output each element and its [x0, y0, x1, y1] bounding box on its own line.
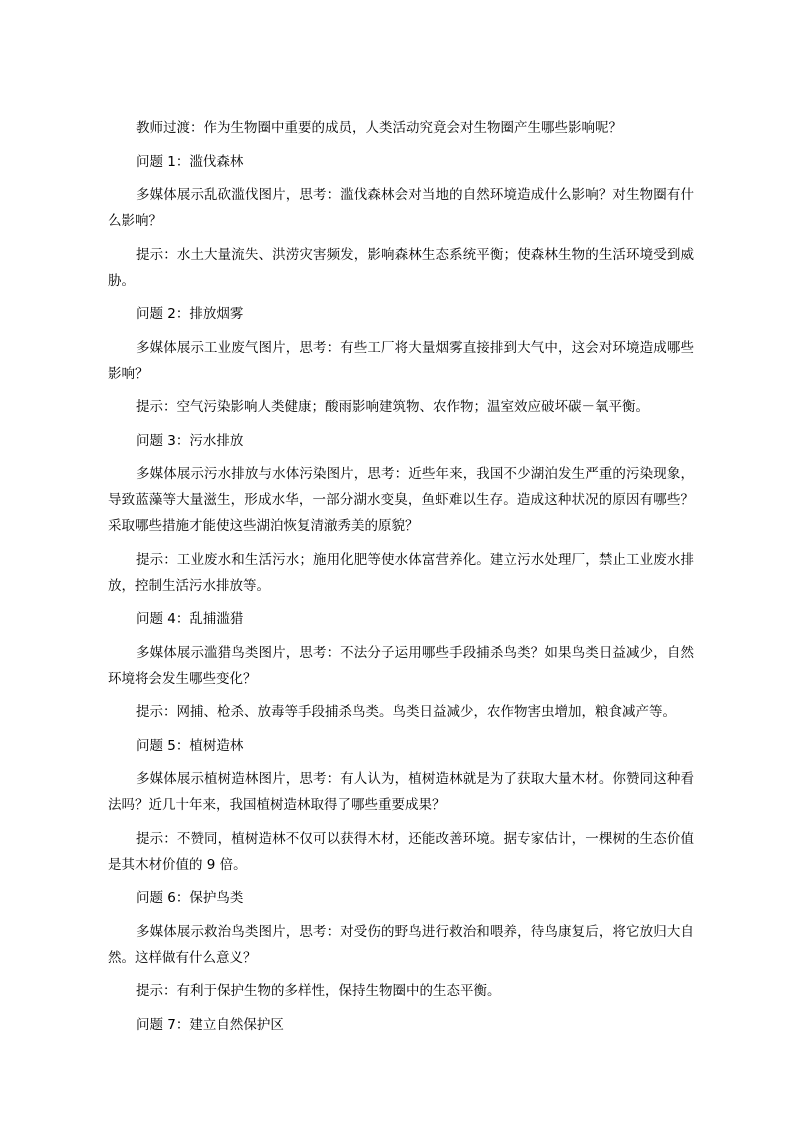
hint-text-1: 提示：水土大量流失、洪涝灾害频发，影响森林生态系统平衡；使森林生物的生活环境受到威胁。 [108, 246, 694, 289]
paragraph-transition: 教师过渡：作为生物圈中重要的成员，人类活动究竟会对生物圈产生哪些影响呢？ [136, 120, 622, 136]
question-heading-7: 问题 7：建立自然保护区 [136, 1016, 284, 1033]
question-text-4: 多媒体展示滥猎鸟类图片，思考：不法分子运用哪些手段捕杀鸟类？如果鸟类日益减少，自然环境将会发生哪些变化？ [108, 644, 694, 687]
hint-text-3: 提示：工业废水和生活污水；施用化肥等使水体富营养化。建立污水处理厂，禁止工业废水排放，控制生活污水排放等。 [108, 551, 694, 594]
question-heading-2: 问题 2：排放烟雾 [136, 306, 244, 322]
hint-text-4: 提示：网捕、枪杀、放毒等手段捕杀鸟类。鸟类日益减少，农作物害虫增加，粮食减产等。 [136, 704, 676, 720]
question-heading-4: 问题 4：乱捕滥猎 [136, 611, 244, 627]
question-heading-6: 问题 6：保护鸟类 [136, 890, 244, 906]
question-text-6: 多媒体展示救治鸟类图片，思考：对受伤的野鸟进行救治和喂养，待鸟康复后，将它放归大自然。这样做有什么意义？ [108, 923, 694, 966]
question-text-5: 多媒体展示植树造林图片，思考：有人认为，植树造林就是为了获取大量木材。你赞同这种看法吗？近几十年来，我国植树造林取得了哪些重要成果？ [108, 771, 694, 813]
question-heading-1: 问题 1：滥伐森林 [136, 153, 244, 170]
hint-text-6: 提示：有利于保护生物的多样性，保持生物圈中的生态平衡。 [136, 983, 501, 999]
question-text-1: 多媒体展示乱砍滥伐图片，思考：滥伐森林会对当地的自然环境造成什么影响？对生物圈有什么影响？ [108, 187, 694, 229]
hint-text-5: 提示：不赞同，植树造林不仅可以获得木材，还能改善环境。据专家估计，一棵树的生态价值是其木材价值的 9 倍。 [108, 830, 694, 873]
question-heading-5: 问题 5：植树造林 [136, 737, 244, 754]
question-heading-3: 问题 3：污水排放 [136, 432, 244, 449]
question-text-2: 多媒体展示工业废气图片，思考：有些工厂将大量烟雾直接排到大气中，这会对环境造成哪些影响？ [108, 339, 694, 382]
document-body [108, 115, 694, 1045]
question-text-3: 多媒体展示污水排放与水体污染图片，思考：近些年来，我国不少湖泊发生严重的污染现象，导致蓝藻等大量滋生，形成水华，一部分湖水变臭，鱼虾难以生存。造成这种状况的原因有哪些？采取哪些措施才能使这些湖泊恢复清澈秀美的原貌？ [108, 466, 694, 534]
hint-text-2: 提示：空气污染影响人类健康；酸雨影响建筑物、农作物；温室效应破坏碳－氧平衡。 [136, 399, 649, 415]
